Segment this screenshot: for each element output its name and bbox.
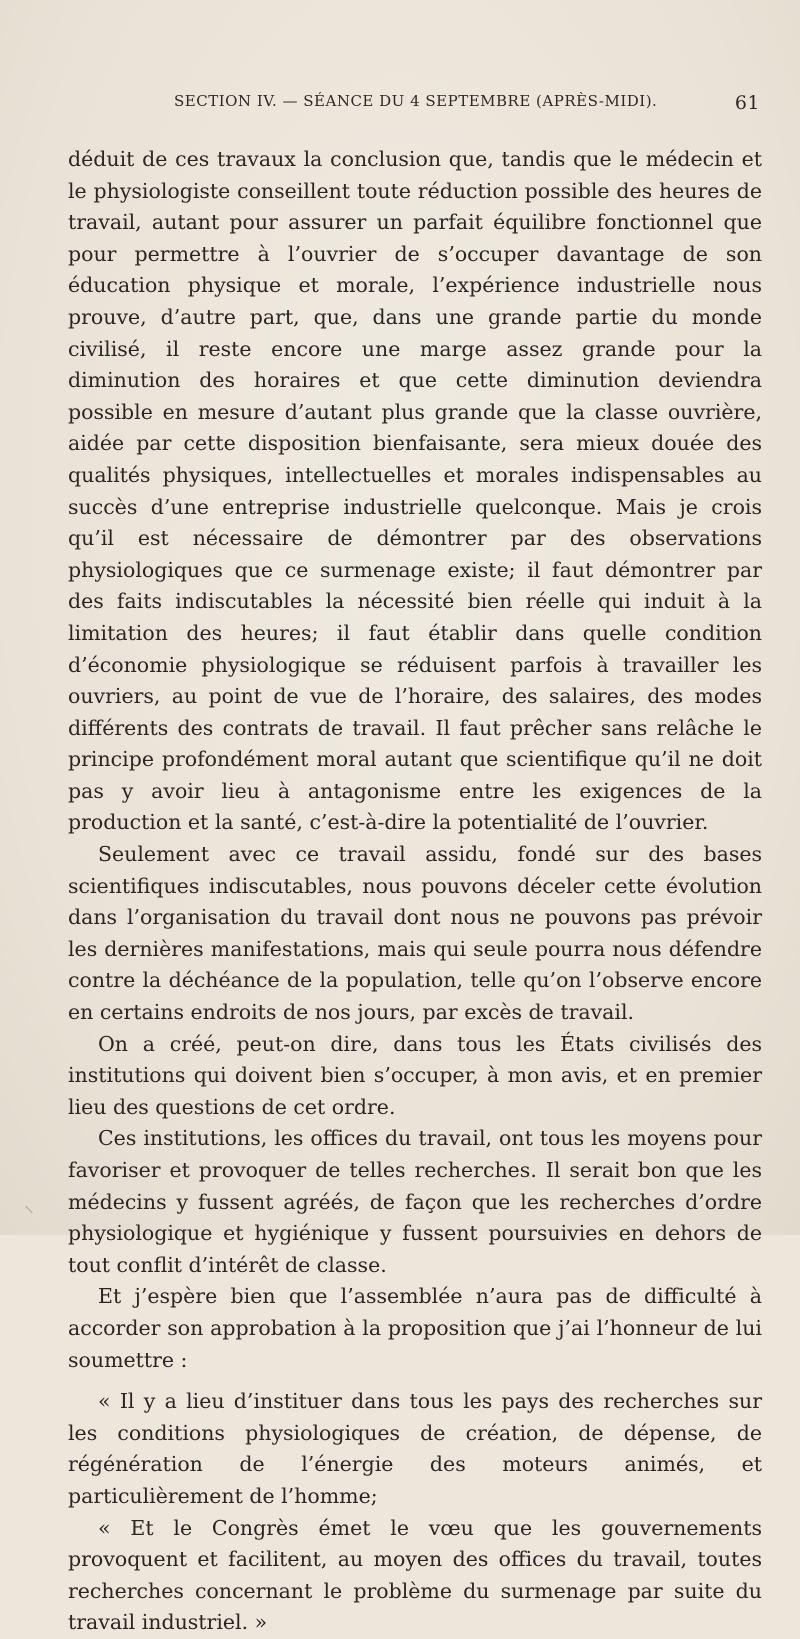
page-corner-smudge: ⸌ <box>24 1201 34 1225</box>
running-head <box>174 92 760 120</box>
paragraph-resolution-1: « Il y a lieu d’instituer dans tous les pays des recherches sur les conditions physiologiques de création, de dépense, de régénération de l’énergie des moteurs animés, et particulièrement de l’homme; <box>68 1389 762 1508</box>
page-number: 61 <box>734 92 760 114</box>
paragraph-institutions-created: On a créé, peut-on dire, dans tous les États civilisés des institutions qui doivent bien s’occuper, à mon avis, et en premier lieu des questions de cet ordre. <box>68 1031 762 1119</box>
body-text <box>68 144 762 1639</box>
running-title: SECTION IV. — SÉANCE DU 4 SEPTEMBRE (APRÈS-MIDI). <box>174 92 658 110</box>
paragraph-proposal-intro: Et j’espère bien que l’assemblée n’aura pas de difficulté à accorder son approbation à la proposition que j’ai l’honneur de lui soumettre : <box>68 1284 762 1372</box>
paragraph-labour-offices: Ces institutions, les offices du travail, ont tous les moyens pour favoriser et provoquer de telles recherches. Il serait bon que les médecins y fussent agréés, de façon que les recherches d’ordre physiologique et hygiénique y fussent poursuivies en dehors de tout conflit d’intérêt de classe. <box>68 1126 762 1277</box>
paragraph-scientific-work: Seulement avec ce travail assidu, fondé sur des bases scientifiques indiscutables, nous pouvons déceler cette évolution dans l’organisation du travail dont nous ne pouvons pas prévoir les dernières manifestations, mais qui seule pourra nous défendre contre la déchéance de la population, telle qu’on l’observe encore en certains endroits de nos jours, par excès de travail. <box>68 842 762 1025</box>
paragraph-continuation: déduit de ces travaux la conclusion que, tandis que le médecin et le physiologiste conseillent toute réduction possible des heures de travail, autant pour assurer un parfait équilibre fonctionnel que pour permettre à l’ouvrier de s’occuper davantage de son éducation physique et morale, l’expérience industrielle nous prouve, d’autre part, que, dans une grande partie du monde civilisé, il reste encore une marge assez grande pour la diminution des horaires et que cette diminution deviendra possible en mesure d’autant plus grande que la classe ouvrière, aidée par cette disposition bienfaisante, sera mieux douée des qualités physiques, intellectuelles et morales indispensables au succès d’une entreprise industrielle quelconque. Mais je crois qu’il est nécessaire de démontrer par des observations physiologiques que ce surmenage existe; il faut démontrer par des faits indiscutables la nécessité bien réelle qui induit à la limitation des heures; il faut établir dans quelle condition d’économie physiologique se réduisent parfois à travailler les ouvriers, au point de vue de l’horaire, des salaires, des modes différents des contrats de travail. Il faut prêcher sans relâche le principe profondément moral autant que scientifique qu’il ne doit pas y avoir lieu à antagonisme entre les exigences de la production et la santé, c’est-à-dire la potentialité de l’ouvrier. <box>68 147 762 835</box>
paragraph-resolution-2: « Et le Congrès émet le vœu que les gouvernements provoquent et facilitent, au moyen des offices du travail, toutes recherches concernant le problème du surmenage par suite du travail industriel. » <box>68 1515 762 1635</box>
